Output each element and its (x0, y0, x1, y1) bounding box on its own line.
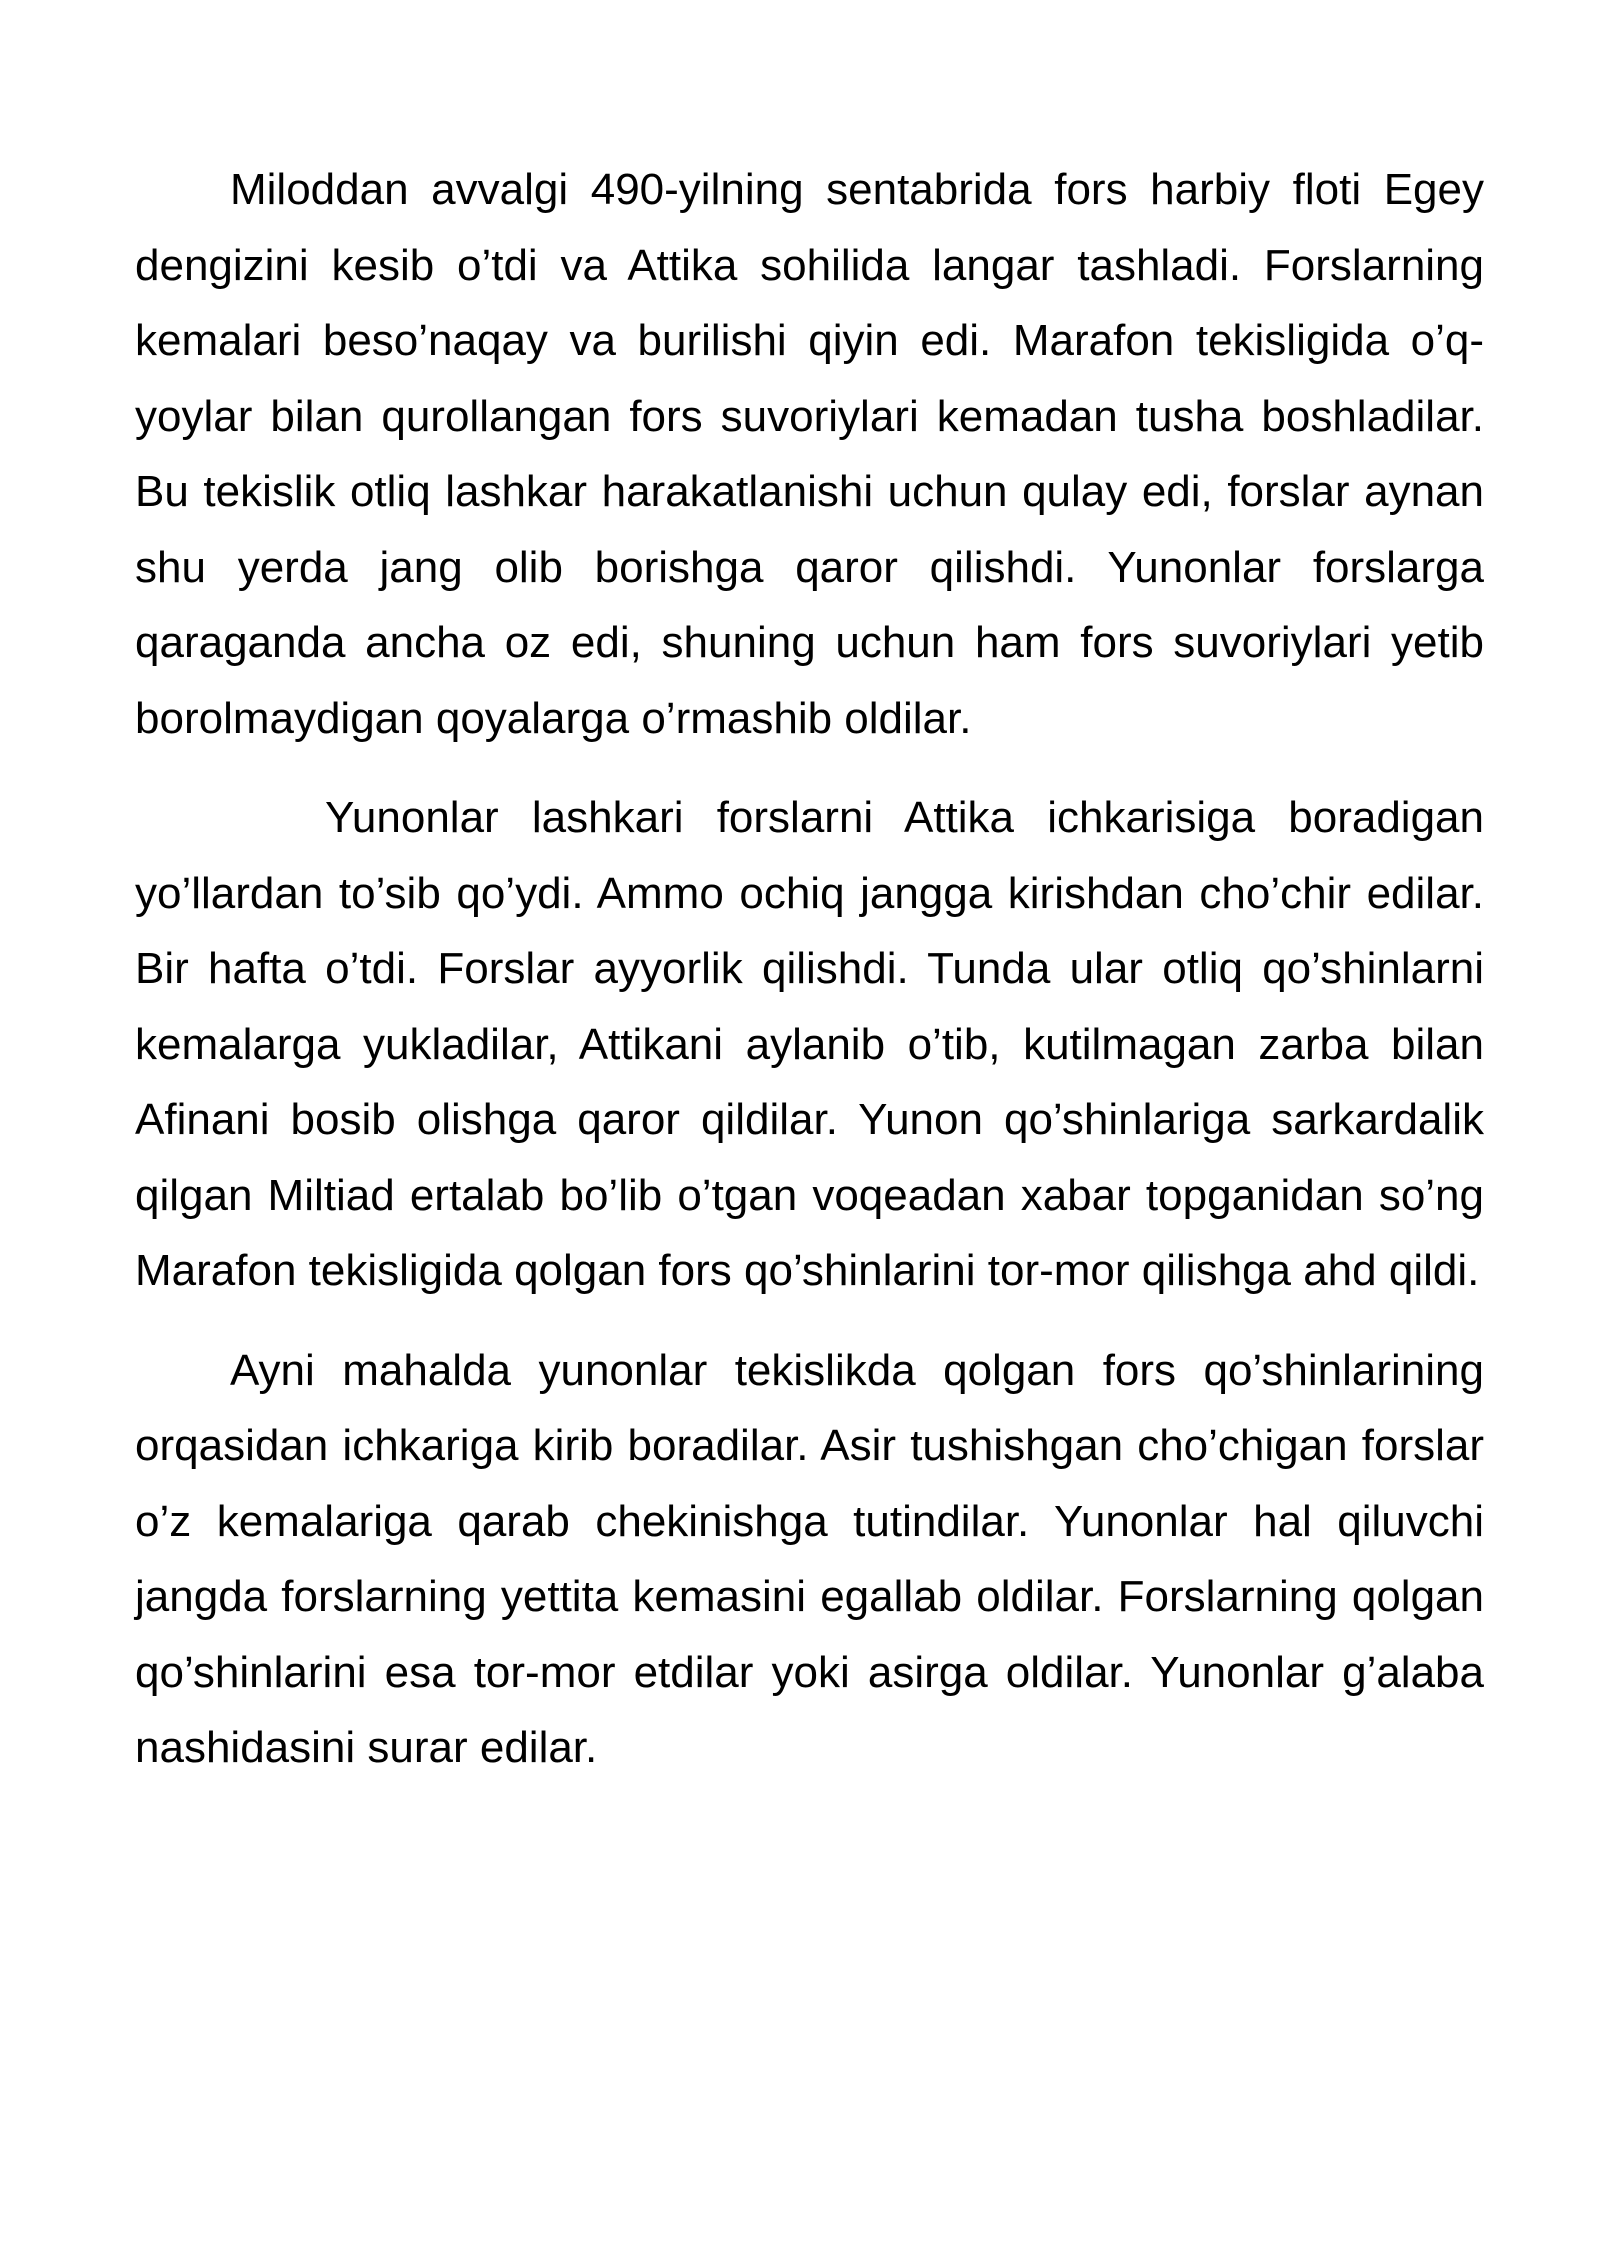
paragraph-2: Yunonlar lashkari forslarni Attika ichkarisiga boradigan yo’llardan to’sib qo’ydi. Ammo ochiq jangga kirishdan cho’chir edilar. Bir hafta o’tdi. Forslar ayyorlik qilishdi. Tunda ular otliq qo’shinlarni kemalarga yukladilar, Attikani aylanib o’tib, kutilmagan zarba bilan Afinani bosib olishga qaror qildilar. Yunon qo’shinlariga sarkardalik qilgan Miltiad ertalab bo’lib o’tgan voqeadan xabar topganidan so’ng Marafon tekisligida qolgan fors qo’shinlarini tor-mor qilishga ahd qildi. (135, 793, 1484, 1295)
paragraph-3: Ayni mahalda yunonlar tekislikda qolgan fors qo’shinlarining orqasidan ichkariga kirib boradilar. Asir tushishgan cho’chigan forslar o’z kemalariga qarab chekinishga tutindilar. Yunonlar hal qiluvchi jangda forslarning yettita kemasini egallab oldilar. Forslarning qolgan qo’shinlarini esa tor-mor etdilar yoki asirga oldilar. Yunonlar g’alaba nashidasini surar edilar. (135, 1345, 1484, 1772)
paragraph-1: Miloddan avvalgi 490-yilning sentabrida fors harbiy floti Egey dengizini kesib o’tdi va Attika sohilida langar tashladi. Forslarning kemalari beso’naqay va burilishi qiyin edi. Marafon tekisligida o’q-yoylar bilan qurollangan fors suvoriylari kemadan tusha boshladilar. Bu tekislik otliq lashkar harakatlanishi uchun qulay edi, forslar aynan shu yerda jang olib borishga qaror qilishdi. Yunonlar forslarga qaraganda ancha oz edi, shuning uchun ham fors suvoriylari yetib borolmaydigan qoyalarga o’rmashib oldilar. (135, 165, 1484, 743)
document-page (135, 152, 1484, 1786)
